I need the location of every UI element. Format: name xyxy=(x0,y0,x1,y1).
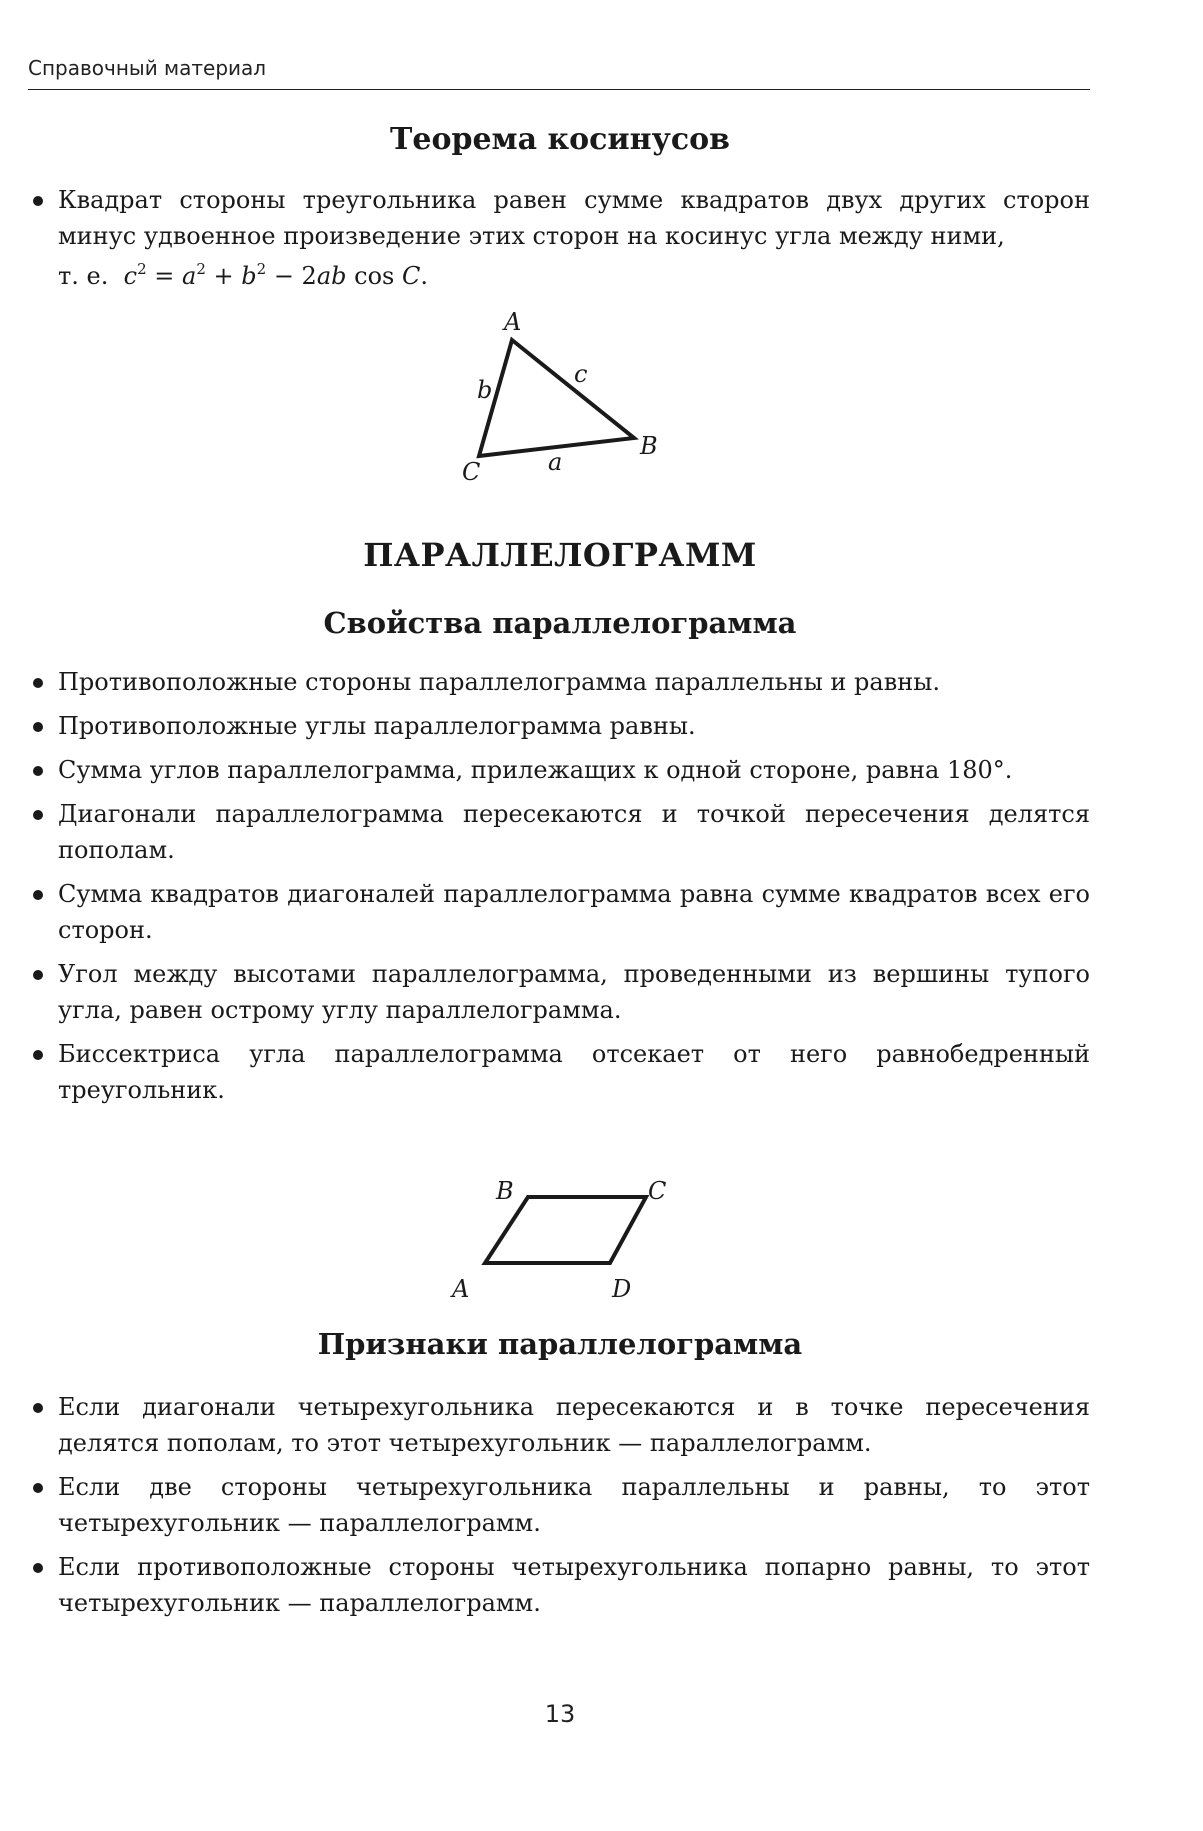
sign-item: Если диагонали четырехугольника пересекаются и в точке пересечения делятся пополам, то этот четырехугольник — параллелограмм. xyxy=(28,1389,1090,1461)
triangle-side-b: b xyxy=(477,376,493,404)
parallelogram-vertex-d: D xyxy=(612,1275,632,1303)
formula-prefix: т. е. xyxy=(58,262,109,290)
parallelogram-vertex-b: B xyxy=(496,1177,514,1205)
triangle-vertex-b: B xyxy=(640,432,658,460)
page-number: 13 xyxy=(544,1700,576,1728)
triangle-side-c: c xyxy=(574,360,588,388)
parallelogram-figure xyxy=(440,1175,690,1305)
parallelogram-section-title: ПАРАЛЛЕЛОГРАММ xyxy=(363,536,757,574)
property-item: Противоположные углы параллелограмма равны. xyxy=(28,708,1090,744)
triangle-shape xyxy=(479,340,634,456)
parallelogram-shape xyxy=(485,1197,646,1263)
property-item: Сумма квадратов диагоналей параллелограмма равна сумме квадратов всех его сторон. xyxy=(28,876,1090,948)
triangle-side-a: a xyxy=(548,448,563,476)
sign-item: Если противоположные стороны четырехугольника попарно равны, то этот четырехугольник — параллелограмм. xyxy=(28,1549,1090,1621)
parallelogram-signs-list xyxy=(28,1389,1090,1629)
cosine-theorem-formula xyxy=(58,258,428,294)
property-item: Угол между высотами параллелограмма, проведенными из вершины тупого угла, равен острому углу параллелограмма. xyxy=(28,956,1090,1028)
parallelogram-properties-list xyxy=(28,664,1090,1116)
triangle-vertex-c: C xyxy=(462,458,481,486)
formula-rendered: $c^2 = a^2 + b^2 - 2ab$ cos C. xyxy=(123,260,428,290)
property-item: Диагонали параллелограмма пересекаются и точкой пересечения делятся пополам. xyxy=(28,796,1090,868)
cosine-theorem-statement: Квадрат стороны треугольника равен сумме квадратов двух других сторон минус удвоенное произведение этих сторон на косинус угла между ними, xyxy=(28,182,1090,254)
header-rule xyxy=(28,89,1090,90)
property-item: Биссектриса угла параллелограмма отсекает от него равнобедренный треугольник. xyxy=(28,1036,1090,1108)
parallelogram-signs-title: Признаки параллелограмма xyxy=(317,1327,803,1361)
parallelogram-vertex-a: A xyxy=(452,1275,470,1303)
property-item: Противоположные стороны параллелограмма параллельны и равны. xyxy=(28,664,1090,700)
cosine-theorem-title: Теорема косинусов xyxy=(390,122,730,157)
running-head: Справочный материал xyxy=(28,56,267,80)
sign-item: Если две стороны четырехугольника параллельны и равны, то этот четырехугольник — параллелограмм. xyxy=(28,1469,1090,1541)
property-item: Сумма углов параллелограмма, прилежащих к одной стороне, равна 180°. xyxy=(28,752,1090,788)
triangle-vertex-a: A xyxy=(504,308,522,336)
triangle-figure xyxy=(440,300,680,500)
parallelogram-vertex-c: C xyxy=(648,1177,667,1205)
parallelogram-properties-title: Свойства параллелограмма xyxy=(323,606,797,640)
cosine-theorem-statement-list xyxy=(28,182,1090,254)
